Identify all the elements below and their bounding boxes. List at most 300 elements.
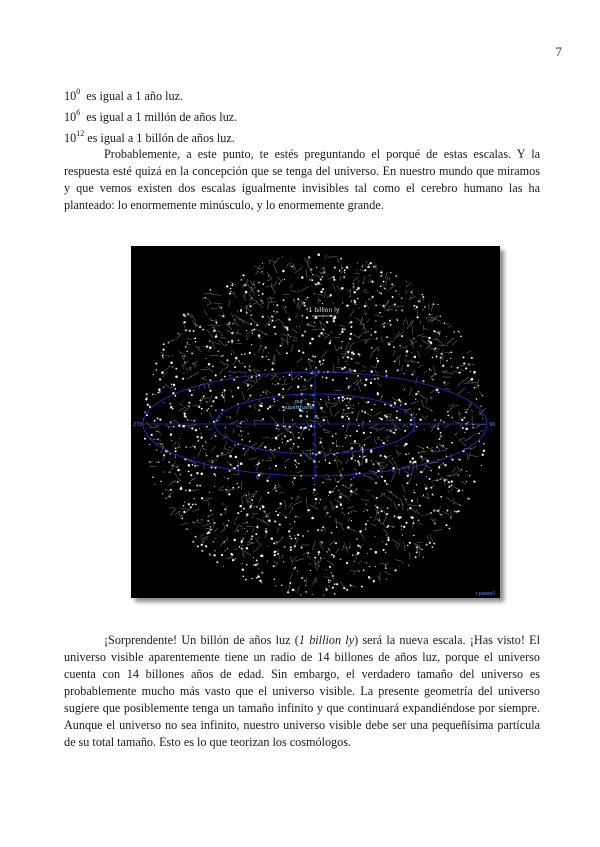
galaxy-dot xyxy=(306,317,308,319)
galaxy-dot xyxy=(351,358,353,360)
galaxy-dot xyxy=(404,445,406,447)
galaxy-dot xyxy=(249,305,251,307)
galaxy-dot xyxy=(244,353,246,355)
galaxy-dot xyxy=(363,544,364,545)
galaxy-dot xyxy=(172,408,174,410)
galaxy-dot xyxy=(365,528,366,529)
galaxy-dot xyxy=(429,478,431,480)
galaxy-dot xyxy=(414,431,415,432)
galaxy-dot xyxy=(451,366,452,367)
galaxy-dot xyxy=(184,413,186,415)
galaxy-dot xyxy=(256,506,257,507)
galaxy-dot xyxy=(304,330,306,332)
galaxy-dot xyxy=(444,479,446,481)
galaxy-dot xyxy=(330,340,331,341)
galaxy-dot xyxy=(423,299,424,300)
galaxy-dot xyxy=(201,497,203,499)
galaxy-dot xyxy=(306,411,307,412)
galaxy-dot xyxy=(318,554,319,555)
galaxy-dot xyxy=(145,398,147,400)
galaxy-dot xyxy=(234,366,236,368)
galaxy-dot xyxy=(396,417,398,419)
galaxy-dot xyxy=(284,435,286,437)
galaxy-dot xyxy=(267,561,268,562)
galaxy-dot xyxy=(351,520,352,521)
galaxy-dot xyxy=(217,351,218,352)
galaxy-dot xyxy=(210,526,211,527)
galaxy-dot xyxy=(407,482,409,484)
galaxy-dot xyxy=(478,385,479,386)
galaxy-dot xyxy=(415,393,417,395)
galaxy-dot xyxy=(247,339,248,340)
galaxy-dot xyxy=(358,464,360,466)
galaxy-dot xyxy=(251,499,253,501)
galaxy-dot xyxy=(390,344,391,345)
galaxy-dot xyxy=(221,409,223,411)
galaxy-dot xyxy=(274,579,276,581)
galaxy-dot xyxy=(411,500,413,502)
galaxy-dot xyxy=(354,561,356,563)
galaxy-dot xyxy=(340,503,342,505)
galaxy-dot xyxy=(259,580,261,582)
galaxy-dot xyxy=(413,522,415,524)
galaxy-dot xyxy=(188,471,190,473)
galaxy-dot xyxy=(228,520,230,522)
galaxy-dot xyxy=(196,538,197,539)
galaxy-dot xyxy=(346,266,348,268)
galaxy-dot xyxy=(311,517,314,520)
galaxy-dot xyxy=(185,346,187,348)
galaxy-dot xyxy=(342,508,343,509)
galaxy-dot xyxy=(295,538,296,539)
galaxy-dot xyxy=(476,398,478,400)
galaxy-dot xyxy=(329,342,331,344)
galaxy-dot xyxy=(482,418,483,419)
galaxy-dot xyxy=(366,313,367,314)
galaxy-dot xyxy=(367,510,368,511)
galaxy-dot xyxy=(322,363,323,364)
galaxy-dot xyxy=(188,503,190,505)
galaxy-dot xyxy=(413,490,414,491)
galaxy-dot xyxy=(312,594,313,595)
galaxy-dot xyxy=(245,374,246,375)
galaxy-dot xyxy=(282,584,283,585)
galaxy-dot xyxy=(367,401,369,403)
galaxy-dot xyxy=(459,332,460,333)
galaxy-dot xyxy=(190,474,192,476)
galaxy-dot xyxy=(278,393,280,395)
galaxy-dot xyxy=(307,323,309,325)
galaxy-dot xyxy=(456,511,458,513)
galaxy-dot xyxy=(352,554,354,556)
galaxy-dot xyxy=(425,487,428,490)
galaxy-dot xyxy=(332,587,334,589)
galaxy-dot xyxy=(170,489,172,491)
galaxy-dot xyxy=(423,495,424,496)
galaxy-dot xyxy=(266,356,267,357)
galaxy-dot xyxy=(197,546,199,548)
galaxy-dot xyxy=(349,547,350,548)
galaxy-dot xyxy=(178,447,179,448)
galaxy-dot xyxy=(382,541,383,542)
galaxy-dot xyxy=(426,447,428,449)
galaxy-dot xyxy=(237,465,239,467)
galaxy-dot xyxy=(275,511,277,513)
galaxy-dot xyxy=(462,490,463,491)
galaxy-dot xyxy=(187,351,188,352)
galaxy-dot xyxy=(431,487,433,489)
galaxy-dot xyxy=(320,422,321,423)
galaxy-dot xyxy=(268,359,269,360)
galaxy-dot xyxy=(320,441,322,443)
galaxy-dot xyxy=(400,400,402,402)
galaxy-dot xyxy=(364,456,366,458)
galaxy-dot xyxy=(304,305,306,307)
galaxy-dot xyxy=(249,366,251,368)
galaxy-dot xyxy=(371,409,373,411)
galaxy-dot xyxy=(381,275,383,277)
galaxy-dot xyxy=(448,481,450,483)
galaxy-dot xyxy=(279,447,281,449)
galaxy-dot xyxy=(348,513,349,514)
galaxy-dot xyxy=(210,510,212,512)
galaxy-dot xyxy=(232,487,234,489)
galaxy-dot xyxy=(284,326,287,329)
galaxy-dot xyxy=(215,475,216,476)
galaxy-dot xyxy=(173,426,175,428)
galaxy-dot xyxy=(268,455,269,456)
galaxy-dot xyxy=(460,413,461,414)
galaxy-dot xyxy=(311,323,312,324)
galaxy-dot xyxy=(200,399,202,401)
galaxy-dot xyxy=(364,411,366,413)
galaxy-dot xyxy=(359,456,361,458)
galaxy-dot xyxy=(328,579,330,581)
galaxy-dot xyxy=(194,420,195,421)
galaxy-dot xyxy=(178,424,180,426)
galaxy-dot xyxy=(169,471,171,473)
galaxy-dot xyxy=(413,338,415,340)
galaxy-dot xyxy=(189,482,191,484)
galaxy-dot xyxy=(371,347,373,349)
galaxy-dot xyxy=(153,374,154,375)
galaxy-dot xyxy=(193,498,194,499)
galaxy-dot xyxy=(309,279,310,280)
galaxy-dot xyxy=(158,388,160,390)
galaxy-dot xyxy=(447,510,449,512)
galaxy-dot xyxy=(183,358,184,359)
galaxy-dot xyxy=(256,491,257,492)
galaxy-dot xyxy=(170,434,172,436)
galaxy-dot xyxy=(246,516,247,517)
galaxy-dot xyxy=(215,396,218,399)
galaxy-dot xyxy=(168,342,170,344)
galaxy-dot xyxy=(353,283,354,284)
galaxy-dot xyxy=(313,492,314,493)
galaxy-dot xyxy=(444,382,446,384)
galaxy-dot xyxy=(333,557,334,558)
galaxy-dot xyxy=(333,317,336,320)
galaxy-dot xyxy=(272,320,274,322)
galaxy-dot xyxy=(346,589,348,591)
galaxy-dot xyxy=(337,481,339,483)
galaxy-dot xyxy=(187,419,188,420)
galaxy-dot xyxy=(332,379,335,382)
galaxy-dot xyxy=(458,331,460,333)
galaxy-dot xyxy=(362,451,363,452)
center-label-2: supercluster xyxy=(283,405,315,411)
galaxy-dot xyxy=(214,522,216,524)
galaxy-dot xyxy=(292,379,293,380)
galaxy-dot xyxy=(206,401,207,402)
galaxy-dot xyxy=(329,491,332,494)
galaxy-dot xyxy=(405,522,407,524)
galaxy-dot xyxy=(473,480,475,482)
galaxy-dot xyxy=(285,516,287,518)
galaxy-dot xyxy=(341,287,344,290)
galaxy-dot xyxy=(331,554,333,556)
galaxy-dot xyxy=(416,426,418,428)
galaxy-dot xyxy=(347,364,348,365)
galaxy-dot xyxy=(300,426,302,428)
galaxy-dot xyxy=(431,370,432,371)
galaxy-dot xyxy=(444,464,446,466)
galaxy-dot xyxy=(151,434,153,436)
galaxy-dot xyxy=(249,405,251,407)
galaxy-dot xyxy=(363,569,365,571)
galaxy-dot xyxy=(261,571,263,573)
galaxy-dot xyxy=(202,445,203,446)
galaxy-dot xyxy=(359,356,360,357)
galaxy-dot xyxy=(220,356,222,358)
galaxy-dot xyxy=(416,552,418,554)
galaxy-dot xyxy=(244,366,246,368)
galaxy-dot xyxy=(208,516,209,517)
galaxy-dot xyxy=(292,419,293,420)
galaxy-dot xyxy=(474,387,476,389)
galaxy-dot xyxy=(386,535,387,536)
galaxy-dot xyxy=(431,450,433,452)
galaxy-dot xyxy=(185,490,186,491)
galaxy-dot xyxy=(253,557,254,558)
galaxy-dot xyxy=(460,469,462,471)
galaxy-dot xyxy=(365,378,368,381)
galaxy-dot xyxy=(331,532,333,534)
galaxy-dot xyxy=(229,293,231,295)
galaxy-dot xyxy=(209,379,211,381)
galaxy-dot xyxy=(355,460,356,461)
galaxy-dot xyxy=(408,565,409,566)
galaxy-dot xyxy=(332,575,334,577)
galaxy-dot xyxy=(267,408,269,410)
galaxy-dot xyxy=(258,478,259,479)
galaxy-dot xyxy=(349,368,350,369)
scale-text: es igual a 1 millón de años luz. xyxy=(86,110,238,125)
galaxy-dot xyxy=(375,304,377,306)
galaxy-dot xyxy=(256,324,258,326)
galaxy-dot xyxy=(220,307,222,309)
galaxy-dot xyxy=(317,529,319,531)
galaxy-dot xyxy=(209,384,210,385)
paragraph-text: ¡Sorprendente! Un billón de años luz ( xyxy=(104,633,299,647)
galaxy-dot xyxy=(208,408,209,409)
galaxy-dot xyxy=(312,478,313,479)
galaxy-dot xyxy=(247,433,249,435)
galaxy-dot xyxy=(224,550,225,551)
galaxy-dot xyxy=(404,444,405,445)
galaxy-dot xyxy=(319,461,320,462)
galaxy-dot xyxy=(285,426,286,427)
galaxy-dot xyxy=(273,310,275,312)
galaxy-dot xyxy=(482,395,483,396)
galaxy-dot xyxy=(234,523,235,524)
galaxy-dot xyxy=(399,516,401,518)
galaxy-dot xyxy=(325,377,327,379)
galaxy-dot xyxy=(171,464,173,466)
galaxy-dot xyxy=(421,549,422,550)
galaxy-dot xyxy=(419,419,421,421)
galaxy-dot xyxy=(273,565,275,567)
galaxy-dot xyxy=(231,341,233,343)
galaxy-dot xyxy=(172,355,173,356)
galaxy-dot xyxy=(424,306,426,308)
galaxy-dot xyxy=(222,504,223,505)
galaxy-dot xyxy=(207,532,209,534)
galaxy-dot xyxy=(237,530,238,531)
galaxy-dot xyxy=(190,367,191,368)
galaxy-dot xyxy=(347,356,349,358)
galaxy-dot xyxy=(262,505,264,507)
galaxy-dot xyxy=(296,395,297,396)
galaxy-dot xyxy=(469,371,471,373)
galaxy-dot xyxy=(216,334,217,335)
galaxy-dot xyxy=(282,442,283,443)
galaxy-dot xyxy=(287,334,288,335)
galaxy-dot xyxy=(341,353,342,354)
galaxy-dot xyxy=(258,474,261,477)
galaxy-dot xyxy=(232,396,234,398)
galaxy-dot xyxy=(215,335,218,338)
galaxy-dot xyxy=(419,505,421,507)
galaxy-dot xyxy=(298,463,300,465)
galaxy-dot xyxy=(196,472,198,474)
galaxy-dot xyxy=(157,438,159,440)
galaxy-dot xyxy=(367,553,368,554)
galaxy-dot xyxy=(350,370,351,371)
galaxy-dot xyxy=(197,466,198,467)
galaxy-dot xyxy=(319,300,320,301)
galaxy-dot xyxy=(276,428,277,429)
galaxy-dot xyxy=(431,317,432,318)
galaxy-dot xyxy=(357,298,359,300)
galaxy-dot xyxy=(174,388,176,390)
galaxy-dot xyxy=(245,579,247,581)
galaxy-dot xyxy=(356,430,358,432)
galaxy-dot xyxy=(348,418,350,420)
galaxy-dot xyxy=(381,396,382,397)
galaxy-dot xyxy=(300,455,302,457)
galaxy-dot xyxy=(346,397,348,399)
galaxy-dot xyxy=(329,566,331,568)
galaxy-dot xyxy=(315,283,317,285)
galaxy-dot xyxy=(459,504,460,505)
galaxy-dot xyxy=(349,338,351,340)
galaxy-dot xyxy=(328,495,329,496)
galaxy-dot xyxy=(301,376,303,378)
galaxy-dot xyxy=(216,455,218,457)
galaxy-dot xyxy=(268,324,270,326)
galaxy-dot xyxy=(450,358,451,359)
galaxy-dot xyxy=(347,416,348,417)
galaxy-dot xyxy=(398,504,400,506)
galaxy-dot xyxy=(429,314,431,316)
galaxy-dot xyxy=(440,316,441,317)
galaxy-dot xyxy=(209,492,210,493)
galaxy-dot xyxy=(483,443,484,444)
galaxy-dot xyxy=(228,470,230,472)
galaxy-dot xyxy=(310,268,312,270)
galaxy-dot xyxy=(320,557,321,558)
galaxy-dot xyxy=(177,469,179,471)
galaxy-dot xyxy=(460,425,461,426)
galaxy-dot xyxy=(149,461,150,462)
galaxy-dot xyxy=(433,543,435,545)
galaxy-dot xyxy=(221,513,222,514)
galaxy-dot xyxy=(305,591,307,593)
scale-base: 10 xyxy=(64,131,77,146)
galaxy-dot xyxy=(433,509,436,512)
galaxy-dot xyxy=(370,262,372,264)
galaxy-dot xyxy=(384,480,386,482)
galaxy-dot xyxy=(301,478,302,479)
galaxy-dot xyxy=(375,482,377,484)
galaxy-dot xyxy=(215,435,217,437)
galaxy-dot xyxy=(262,293,264,295)
galaxy-dot xyxy=(201,519,202,520)
galaxy-dot xyxy=(205,545,207,547)
paragraph-conclusion xyxy=(64,632,540,751)
galaxy-dot xyxy=(416,547,418,549)
galaxy-dot xyxy=(458,510,460,512)
galaxy-dot xyxy=(168,461,170,463)
galaxy-dot xyxy=(305,369,307,371)
galaxy-dot xyxy=(266,480,268,482)
galaxy-dot xyxy=(273,326,275,328)
galaxy-dot xyxy=(287,591,289,593)
galaxy-dot xyxy=(415,556,417,558)
galaxy-dot xyxy=(298,378,300,380)
galaxy-dot xyxy=(237,483,238,484)
page-number: 7 xyxy=(555,44,562,59)
galaxy-dot xyxy=(395,275,397,277)
galaxy-dot xyxy=(251,329,253,331)
galaxy-dot xyxy=(237,512,239,514)
scale-label: 1 billion ly xyxy=(308,307,340,314)
galaxy-dot xyxy=(302,535,304,537)
galaxy-dot xyxy=(453,499,454,500)
galaxy-dot xyxy=(450,351,452,353)
galaxy-dot xyxy=(212,365,214,367)
galaxy-dot xyxy=(320,290,323,293)
galaxy-dot xyxy=(439,438,441,440)
galaxy-dot xyxy=(222,395,223,396)
galaxy-dot xyxy=(457,474,459,476)
galaxy-dot xyxy=(422,515,423,516)
galaxy-dot xyxy=(161,371,163,373)
galaxy-dot xyxy=(173,384,175,386)
galaxy-dot xyxy=(336,526,338,528)
galaxy-dot xyxy=(397,320,398,321)
